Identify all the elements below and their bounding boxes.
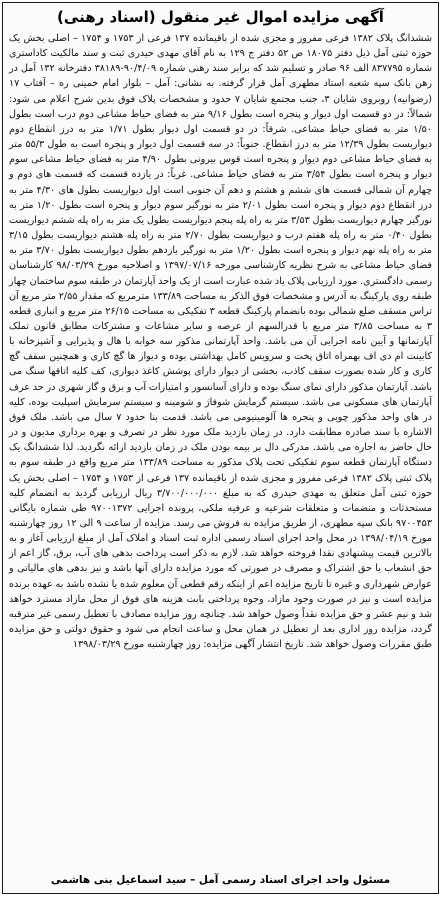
notice-body: ششدانگ پلاک ۱۳۸۲ فرعی مفروز و مجزی شده از باقیمانده ۱۳۷ فرعی از ۱۷۵۳ و ۱۷۵۴ – اصلی بخش یک حوزه ثبتی آمل ذیل دفتر ۱۸۰۷۵ ص ۵۲ دفتر ج ۱۲۹ به نام آقای مهدی حیدری ثبت و سند مالکیت کاداستری شماره ۸۳۷۷۹۵ الف ۹۶ صادر و تسلیم شد که برابر سند رهنی شماره ۹۰/۴/۰۹-۳۸۱۸۹ دفترخانه ۱۳۲ آمل در رهن بانک سپه شعبه استاد مطهری آمل قرار گرفته. به نشانی: آمل – بلوار امام خمینی ره – آفتاب ۱۷ (رضوانیه) روبروی شایان ۳، جنب مجتمع شایان ۷ حدود و مشخصات پلاک فوق بدین شرح اعلام می شود: شمالاً: در دو قسمت اول دیوار و پنجره است بطول ۹/۱۶ متر به فضای حیاط مشاعی دوم درب است بطول ۱/۵۰ متر به فضای حیاط مشاعی. شرقاً: در دو قسمت اول دیوار بطول ۱/۷۱ متر به درز انقطاع دوم دیواریست بطول ۱۲/۳۹ متر به درز انقطاع. جنوباً: در سه قسمت اول دیوار و پنجره است به طول ۵۵/۳ متر به فضای حیاط مشاعی دوم دیوار و پنجره است قوس بیرونی بطول ۴/۹۰ متر به فضای حیاط مشاعی سوم دیوار و پنجره است بطول ۳/۵۴ متر به فضای حیاط مشاعی. غرباً: در یازده قسمت که قسمت های دوم و چهارم آن شمالی قسمت های ششم و هشتم و دهم آن جنوبی است اول دیواریست بطول های ۴/۳۰ متر به درز انقطاع دوم دیوار و پنجره است بطول ۲/۰۱ متر به نورگیر سوم دیوار و پنجره است بطول ۱/۲۰ متر به نورگیر چهارم دیواریست بطول ۳/۵۳ متر به راه پله پنجم دیواریست بطول یک متر به راه پله ششم دیواریست بطول ۰/۴۰ متر به راه پله هفتم درب و دیواریست بطول ۲/۷۰ متر به راه پله هشتم دیواریست بطول ۳/۱۵ متر به راه پله نهم دیوار و پنجره است بطول ۱/۲۰ متر به نورگیر یازدهم بطول دیواریست بطول ۳/۷۰ متر به فضای حیاط مشاعی به شرح نظریه کارشناسی مورخه ۱۳۹۷/۰۷/۱۶ و اصلاحیه مورخ ۹۸/۰۳/۲۹ کارشناسان رسمی دادگستری. مورد ارزیابی پلاک یاد شده عبارت است از یک واحد آپارتمان در طبقه سوم ساختمان چهار طبقه روی پارکینگ به آدرس و مشخصات فوق الذکر به مساحت ۱۳۳/۸۹ مترمربع که مقدار ۲/۵۵ متر مربع آن تراس مسقف ضلع شمالی بوده بانضمام پارکینگ قطعه ۳ تفکیکی به مساحت ۲۶/۱۵ متر مربع و انباری قطعه ۳ به مساحت ۳/۸۵ متر مربع با قدرالسهم از عرصه و سایر مشاعات و مشترکات مطابق قانون تملک آپارتمانها و آیین نامه اجرایی آن می باشد. واحد آپارتمانی مذکور سه خوابه با هال و پذیرایی و آشپزخانه با کابینت ام دی اف بهمراه اتاق پخت و سرویس کامل بهداشتی بوده و دیوار ها گچ کاری و همچنین سقف گچ کاری و کار شده بصورت سقف کاذب، بخشی از دیوار دارای پوشش کاغذ دیواری، کف کلیه اتاقها سنگ می باشد. آپارتمان مذکور دارای نمای سنگ بوده و دارای آسانسور و امتیازات آب و برق و گاز شهری در حد عرف آپارتمان های مسکونی می باشد. سیستم گرمایش شوفاژ و شومینه و سیستم سرمایش اسپلیت بوده، کلیه در های واحد مذکور چوبی و پنجره ها آلومینیومی می باشد. قدمت بنا حدود ۷ سال می باشد. ملک فوق الاشاره با سند صادره مطابقت دارد. در زمان بازدید ملک مورد نظر در تصرف و بهره برداری مدیون و در حال حاضر به اجاره می باشد. مدرکی دال بر بیمه بودن ملک در زمان بازدید ارائه نگردید. لذا ششدانگ یک دستگاه آپارتمان قطعه سوم تفکیکی تحت پلاک مذکور به مساحت ۱۳۳/۸۹ متر مربع واقع در طبقه سوم به پلاک ثبتی پلاک ۱۳۸۲ فرعی مفروز و مجزی شده از باقیمانده ۱۳۷ فرعی از ۱۷۵۳ و ۱۷۵۴ – اصلی بخش یک حوزه ثبتی آمل متعلق به مهدی حیدری که به مبلغ ۳/۷۰۰/۰۰۰/۰۰۰ ریال ارزیابی گردید به انضمام کلیه مستحدثات و منضمات و متعلقات شرعیه و عرفیه ملکی، پرونده اجرایی ۹۷۰۰۱۳۷۲ طی شماره بایگانی ۹۷۰۰۴۵۳ بانک سپه مطهری، از طریق مزایده به فروش می رسد. مزایده از ساعت ۹ الی ۱۲ روز چهارشنبه مورخ ۱۳۹۸/۰۴/۱۹ در محل واحد اجرای اسناد رسمی اداره ثبت اسناد و املاک آمل از مبلغ ارزیابی آغاز و به بالاترین قیمت پیشنهادی نقدا فروخته خواهد شد. لازم به ذکر است پرداخت بدهی های آب، برق، گاز اعم از حق انشعاب یا حق اشتراک و مصرف در صورتی که مورد مزایده دارای آنها باشد و نیز بدهی های مالیاتی و عوارض شهرداری و غیره تا تاریخ مزایده اعم از اینکه رقم قطعی آن معلوم شده یا نشده باشد به عهده برنده مزایده است و نیز در صورت وجود مازاد، وجوه پرداختی بابت هزینه های فوق از محل مازاد مسترد خواهد شد و نیم عشر و حق مزایده نقداً وصول خواهد شد. چنانچه روز مزایده مصادف با تعطیل رسمی غیر مترقبه گردد، مزایده روز اداری بعد از تعطیل در همان محل و ساعت انجام می شود و حقوق دولتی و حق مزایده طبق مقررات وصول خواهد شد. تاریخ انتشار آگهی مزایده: روز چهارشنبه مورخ ۱۳۹۸/۰۳/۲۹ — [9, 33, 433, 651]
auction-notice — [2, 2, 439, 894]
notice-signature: مسئول واحد اجرای اسناد رسمی آمل – سید اسماعیل بنی هاشمی — [9, 873, 432, 887]
notice-title: آگهی مزایده اموال غیر منقول (اسناد رهنی) — [57, 8, 384, 26]
